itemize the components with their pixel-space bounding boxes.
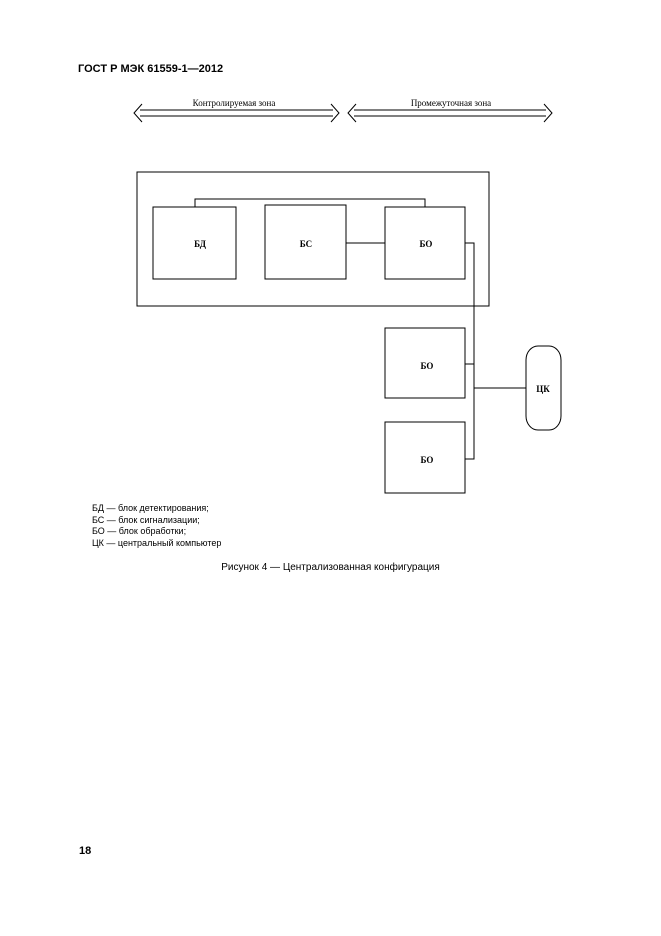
legend (92, 503, 221, 549)
figure-caption: Рисунок 4 — Централизованная конфигурация (221, 562, 440, 573)
legend-item: БД — блок детектирования; (92, 503, 209, 513)
legend-item: ЦК — центральный компьютер (92, 537, 222, 548)
connection-lines (195, 199, 526, 459)
bd-label: БД (194, 239, 206, 249)
bo-2-label: БО (420, 361, 434, 371)
page-number: 18 (79, 845, 92, 857)
controlled-zone-label: Контролируемая зона (192, 98, 276, 108)
document-header: ГОСТ Р МЭК 61559-1—2012 (78, 63, 224, 75)
bo-1-label: БО (419, 239, 433, 249)
bo-3-label: БО (420, 455, 434, 465)
intermediate-zone-label: Промежуточная зона (410, 98, 492, 108)
bs-label: БС (299, 239, 313, 249)
legend-item: БС — блок сигнализации; (92, 514, 200, 525)
ck-label: ЦК (536, 384, 550, 394)
legend-item: БО — блок обработки; (92, 526, 187, 537)
